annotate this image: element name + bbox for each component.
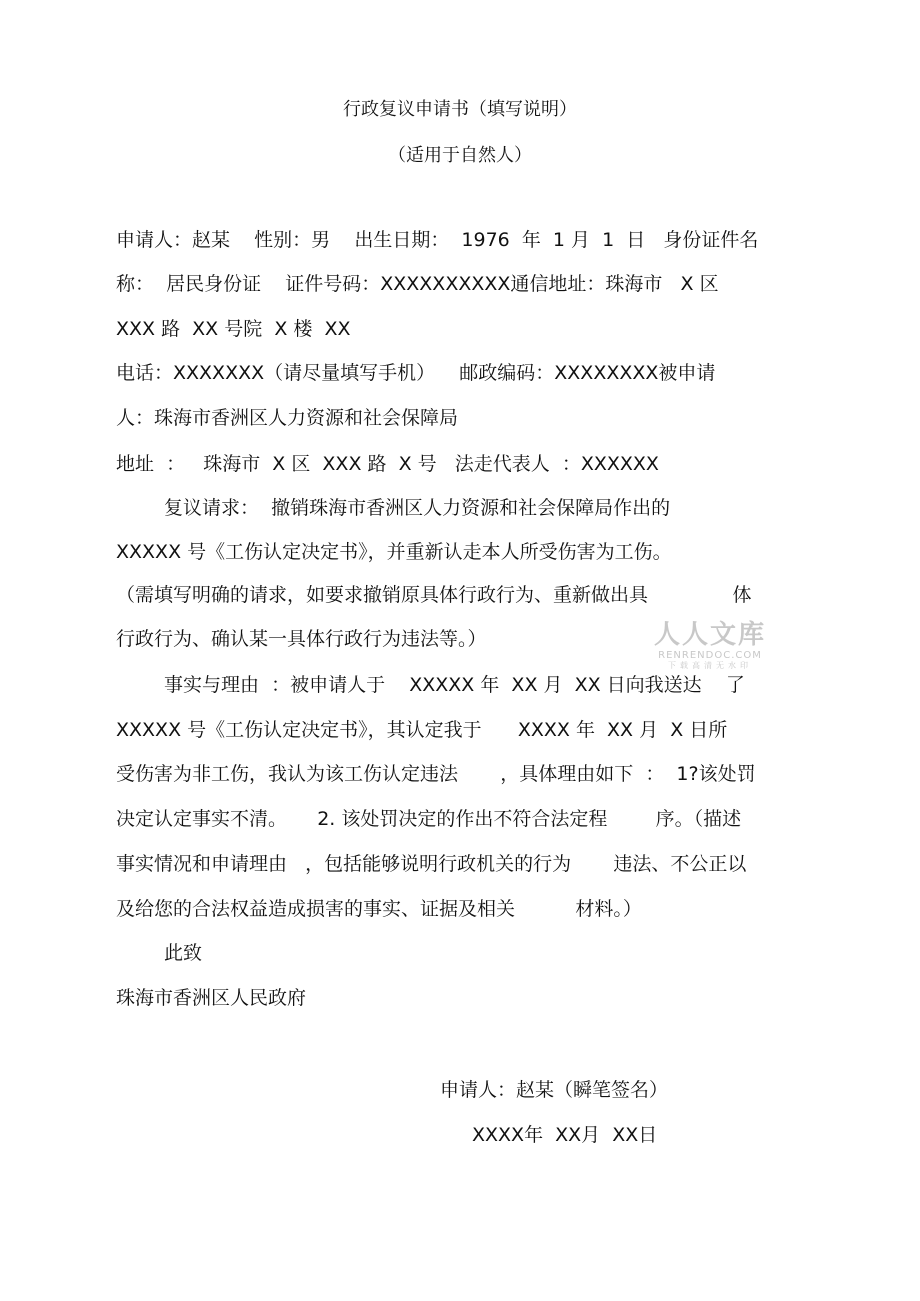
watermark-logo — [645, 622, 775, 676]
facts-line-2: XXXXX 号《工伤认定决定书》，其认定我于 XXXX 年 XX 月 X 日所 — [116, 719, 728, 741]
applicant-line-1: 申请人：赵某 性别：男 出生日期： 1976 年 1 月 1 日 身份证件名 — [116, 229, 759, 251]
document-subtitle: （适用于自然人） — [388, 145, 532, 166]
watermark-domain: RENRENDOC.COM — [658, 650, 762, 661]
facts-line-1: 事实与理由 ：被申请人于 XXXXX 年 XX 月 XX 日向我送达 了 — [164, 674, 745, 696]
facts-line-3: 受伤害为非工伤，我认为该工伤认定违法 ，具体理由如下 ： 1?该处罚 — [116, 763, 756, 785]
request-line-4: 行政行为、确认某一具体行政行为违法等。） — [116, 628, 487, 650]
closing-recipient: 珠海市香洲区人民政府 — [116, 987, 307, 1009]
watermark-brand: 人人文库 — [653, 620, 766, 650]
document-title: 行政复议申请书（填写说明） — [343, 99, 577, 120]
signature-date: XXXX年 XX月 XX日 — [472, 1124, 658, 1146]
watermark-slogan: 下载高清无水印 — [668, 661, 752, 670]
request-line-2: XXXXX 号《工伤认定决定书》，并重新认走本人所受伤害为工伤。 — [116, 541, 672, 563]
applicant-line-4: 电话：XXXXXXX（请尽量填写手机） 邮政编码：XXXXXXXX被申请 — [116, 362, 716, 384]
request-line-1: 复议请求： 撤销珠海市香洲区人力资源和社会保障局作出的 — [164, 497, 671, 519]
facts-line-5: 事实情况和申请理由 ，包括能够说明行政机关的行为 违法、不公正以 — [116, 853, 747, 875]
applicant-line-2: 称： 居民身份证 证件号码：XXXXXXXXXX通信地址：珠海市 X 区 — [116, 273, 719, 295]
request-line-3: （需填写明确的请求，如要求撤销原具体行政行为、重新做出具 体 — [116, 584, 752, 606]
facts-line-6: 及给您的合法权益造成损害的事实、证据及相关 材料。） — [116, 898, 642, 920]
signature-line: 申请人：赵某（瞬笔签名） — [440, 1079, 669, 1101]
applicant-line-6: 地址 ： 珠海市 X 区 XXX 路 X 号 法走代表人 ：XXXXXX — [116, 453, 659, 475]
applicant-line-5: 人：珠海市香洲区人力资源和社会保障局 — [116, 407, 459, 429]
facts-line-4: 决定认定事实不清。 2. 该处罚决定的作出不符合法定程 序。（描述 — [116, 808, 742, 830]
closing-salutation: 此致 — [164, 942, 203, 964]
applicant-line-3: XXX 路 XX 号院 X 楼 XX — [116, 318, 351, 340]
